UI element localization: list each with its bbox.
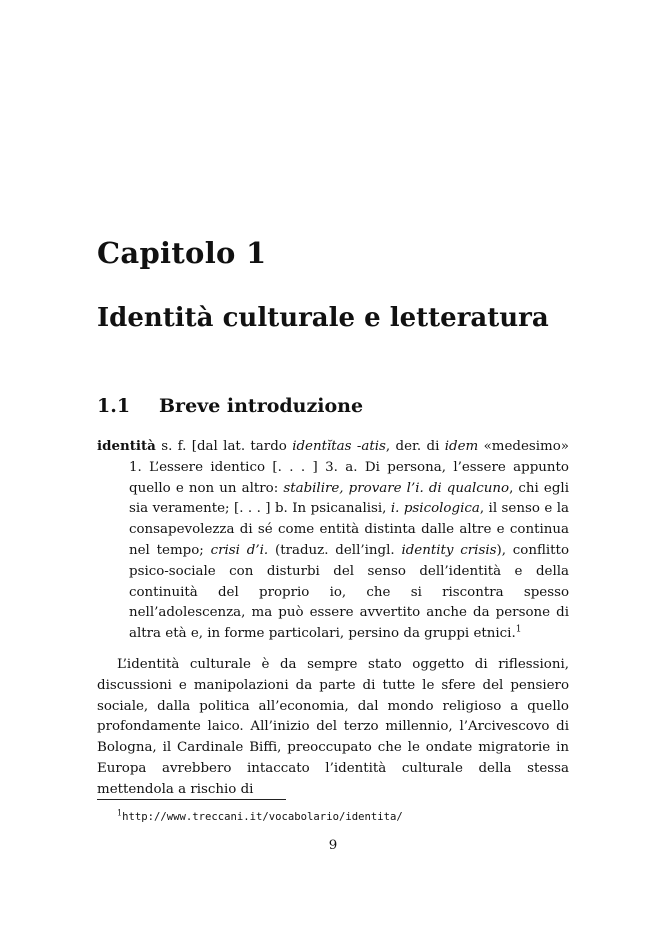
- definition-italic: identĭtas -atis: [292, 439, 386, 454]
- definition-text: (traduz. dell’ingl.: [268, 542, 402, 558]
- definition-italic: stabilire, provare l’i. di qualcuno: [283, 480, 510, 496]
- page-number: 9: [328, 838, 338, 853]
- definition-text: «medesimo» 1. L’essere identico [. . . ] 3. a. Di persona, l’essere appunto quello e non un altro:: [129, 439, 569, 496]
- footnote-reference[interactable]: 1: [515, 624, 522, 635]
- definition-italic: idem: [444, 439, 479, 454]
- document-page: [97, 0, 569, 945]
- definition-italic: i. psicologica: [390, 501, 480, 517]
- dictionary-definition: [97, 436, 569, 645]
- definition-text: , il senso e la consapevolezza di sé come entità distinta dalle altre e continua nel tempo;: [129, 501, 570, 558]
- footnote-url[interactable]: http://www.treccani.it/vocabolario/identita/: [122, 811, 403, 823]
- footnote-mark: 1: [117, 808, 123, 818]
- chapter-label: Capitolo 1: [97, 236, 267, 270]
- chapter-title: Identità culturale e letteratura: [97, 303, 549, 333]
- definition-text: , chi egli sia veramente; [. . . ] b. In psicanalisi,: [129, 480, 569, 517]
- footnote: [117, 808, 403, 823]
- body-paragraph: L’identità culturale è da sempre stato oggetto di riflessioni, discussioni e manipolazioni da parte di tutte le sfere del pensiero sociale, dalla politica all’economia, dal mondo religioso a quello profondamente laico. All’inizio del terzo millennio, l’Arcivescovo di Bologna, il Cardinale Biffi, preoccupato che le ondate migratorie in Europa avrebbero intaccato l’identità culturale della stessa mettendola a rischio di: [97, 657, 569, 797]
- definition-italic: identity crisis: [401, 542, 497, 558]
- section-title: Breve introduzione: [159, 395, 364, 417]
- footnote-divider: [97, 799, 286, 800]
- definition-headword: identità: [97, 438, 156, 454]
- definition-text: , der. di: [385, 439, 445, 454]
- definition-italic: crisi d’i.: [210, 542, 269, 558]
- section-number: 1.1: [97, 395, 131, 417]
- definition-text: s. f. [dal lat. tardo: [155, 439, 293, 454]
- definition-text: ), conflitto psico-sociale con disturbi del senso dell’identità e della continuità del proprio io, che si riscontra spesso nell’adolescenza, ma può essere avvertito anche da persone di altra età e, in forme particolari, persino da gruppi etnici.: [129, 542, 570, 642]
- section-heading: [97, 395, 363, 417]
